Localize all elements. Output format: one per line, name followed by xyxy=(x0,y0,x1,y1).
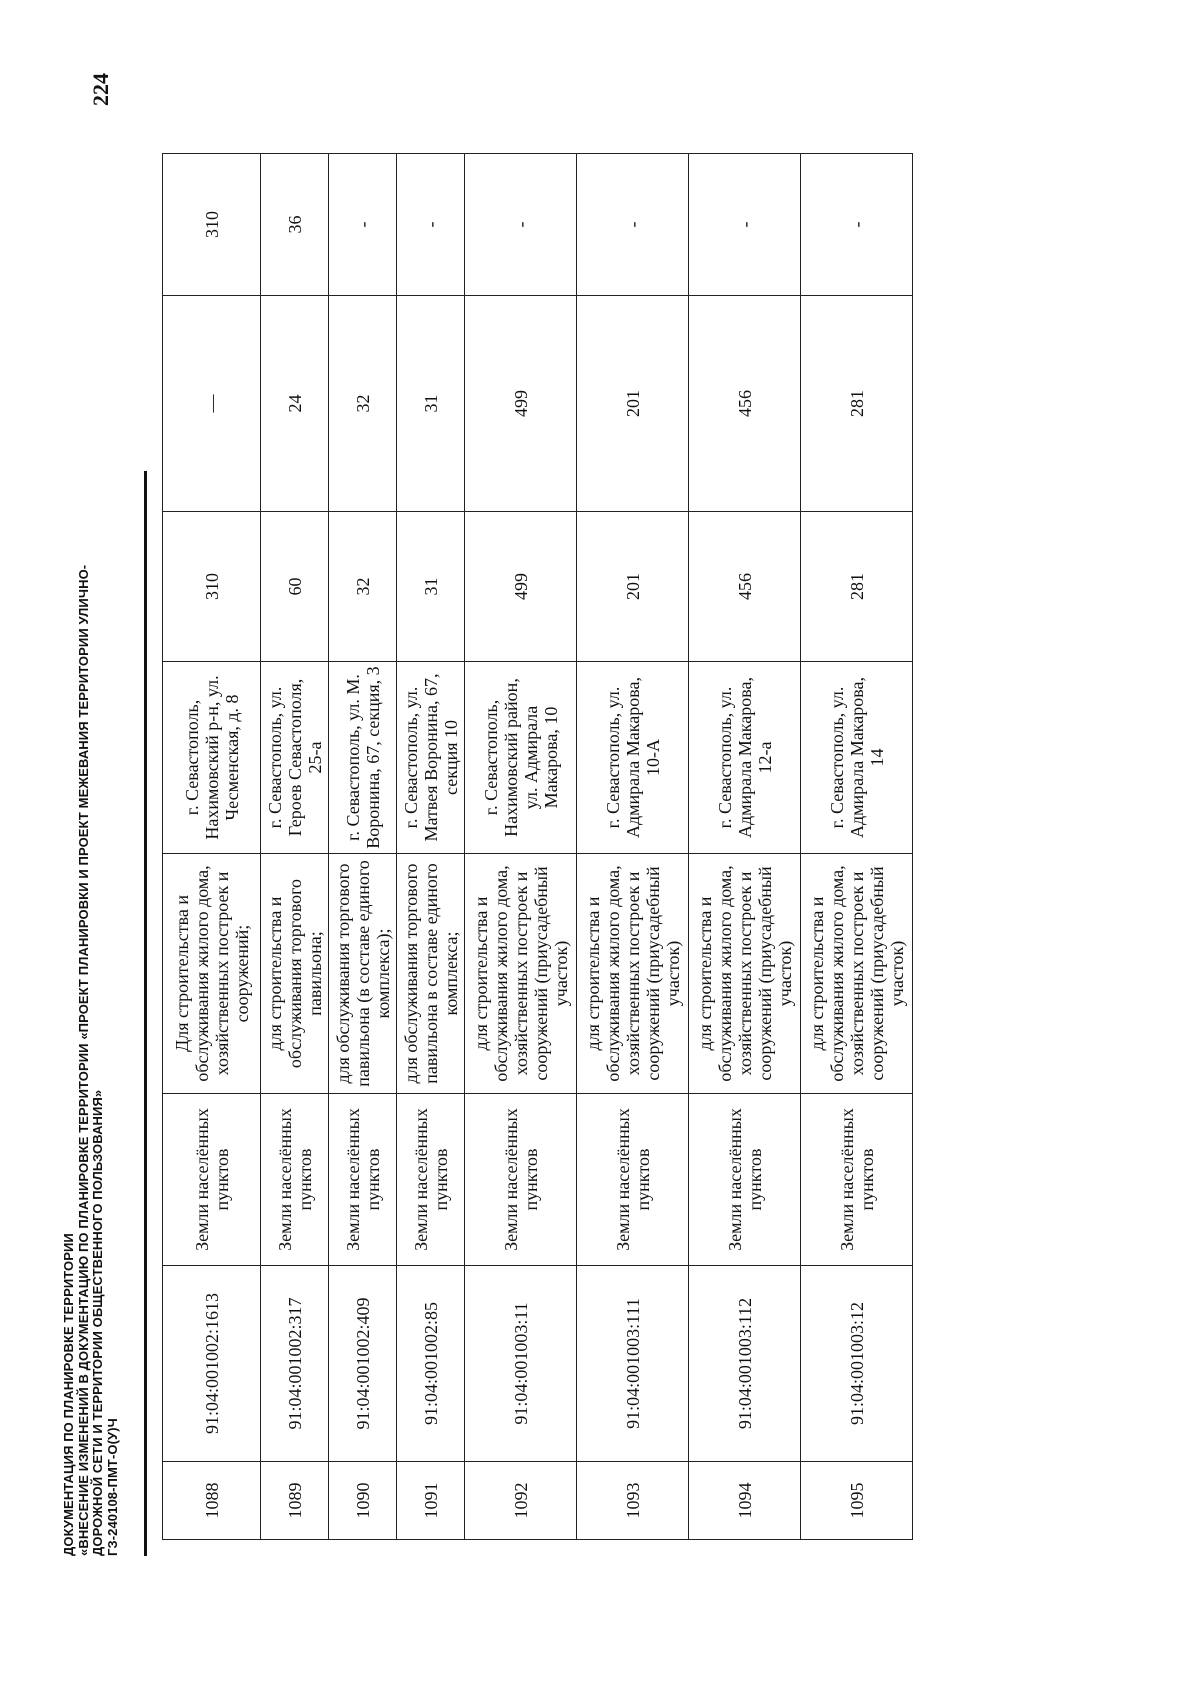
cell-area2: 31 xyxy=(397,296,465,512)
cell-area3: - xyxy=(689,154,801,296)
cell-area3: 36 xyxy=(261,154,329,296)
cell-cadastral: 91:04:001002:1613 xyxy=(163,1266,261,1462)
cell-area3: - xyxy=(577,154,689,296)
cell-cadastral: 91:04:001002:317 xyxy=(261,1266,329,1462)
cell-num: 1089 xyxy=(261,1462,329,1540)
cell-num: 1091 xyxy=(397,1462,465,1540)
cell-address: г. Севастополь, ул. М. Воронина, 67, секция, 3 xyxy=(329,662,397,854)
cell-land-category: Земли населённых пунктов xyxy=(689,1094,801,1266)
cell-address: г. Севастополь, ул. Матвея Воронина, 67, секция 10 xyxy=(397,662,465,854)
table-row xyxy=(465,154,577,1540)
cell-area2: 201 xyxy=(577,296,689,512)
cell-cadastral: 91:04:001003:112 xyxy=(689,1266,801,1462)
cell-cadastral: 91:04:001003:12 xyxy=(801,1266,913,1462)
cell-address: г. Севастополь, ул. Героев Севастополя, 25-а xyxy=(261,662,329,854)
header-divider xyxy=(144,471,147,1556)
cell-use: Для строительства и обслуживания жилого дома, хозяйственных построек и сооружений; xyxy=(163,854,261,1094)
cell-area1: 310 xyxy=(163,512,261,662)
cell-area1: 281 xyxy=(801,512,913,662)
cell-area3: - xyxy=(801,154,913,296)
cell-area2: 32 xyxy=(329,296,397,512)
cell-area1: 32 xyxy=(329,512,397,662)
table-row xyxy=(261,154,329,1540)
cell-use: для строительства и обслуживания жилого дома, хозяйственных построек и сооружений (приусадебный участок) xyxy=(689,854,801,1094)
cell-use: для строительства и обслуживания жилого дома, хозяйственных построек и сооружений (приусадебный участок) xyxy=(577,854,689,1094)
cell-use: для строительства и обслуживания жилого дома, хозяйственных построек и сооружений (приусадебный участок) xyxy=(801,854,913,1094)
cell-use: для обслуживания торгового павильона (в составе единого комплекса); xyxy=(329,854,397,1094)
cell-cadastral: 91:04:001003:111 xyxy=(577,1266,689,1462)
cell-area1: 499 xyxy=(465,512,577,662)
cell-area2: 499 xyxy=(465,296,577,512)
header-line: ГЗ-240108-ПМТ-О(У)Ч xyxy=(104,1418,120,1556)
page-number: 224 xyxy=(88,73,113,106)
cell-address: г. Севастополь, Нахимовский район, ул. Адмирала Макарова, 10 xyxy=(465,662,577,854)
cell-area1: 60 xyxy=(261,512,329,662)
cell-land-category: Земли населённых пунктов xyxy=(329,1094,397,1266)
cell-area1: 201 xyxy=(577,512,689,662)
cell-land-category: Земли населённых пунктов xyxy=(397,1094,465,1266)
parcels-table xyxy=(162,153,913,1540)
cell-address: г. Севастополь, ул. Адмирала Макарова, 14 xyxy=(801,662,913,854)
cell-address: г. Севастополь, Нахимовский р-н, ул. Чесменская, д. 8 xyxy=(163,662,261,854)
table-row xyxy=(329,154,397,1540)
cell-area1: 31 xyxy=(397,512,465,662)
cell-num: 1092 xyxy=(465,1462,577,1540)
document-header xyxy=(62,456,120,1556)
cell-address: г. Севастополь, ул. Адмирала Макарова, 10-А xyxy=(577,662,689,854)
cell-area3: - xyxy=(329,154,397,296)
cell-num: 1095 xyxy=(801,1462,913,1540)
cell-cadastral: 91:04:001002:409 xyxy=(329,1266,397,1462)
cell-num: 1088 xyxy=(163,1462,261,1540)
cell-area3: - xyxy=(465,154,577,296)
cell-area3: 310 xyxy=(163,154,261,296)
table-row xyxy=(397,154,465,1540)
cell-num: 1093 xyxy=(577,1462,689,1540)
cell-land-category: Земли населённых пунктов xyxy=(577,1094,689,1266)
cell-land-category: Земли населённых пунктов xyxy=(801,1094,913,1266)
table-row xyxy=(801,154,913,1540)
cell-area2: 456 xyxy=(689,296,801,512)
cell-land-category: Земли населённых пунктов xyxy=(465,1094,577,1266)
cell-area2: 24 xyxy=(261,296,329,512)
cell-land-category: Земли населённых пунктов xyxy=(261,1094,329,1266)
header-line: ДОКУМЕНТАЦИЯ ПО ПЛАНИРОВКЕ ТЕРРИТОРИИ xyxy=(61,1233,76,1556)
cell-area2: — xyxy=(163,296,261,512)
cell-cadastral: 91:04:001002:85 xyxy=(397,1266,465,1462)
cell-area2: 281 xyxy=(801,296,913,512)
cell-area1: 456 xyxy=(689,512,801,662)
cell-land-category: Земли населённых пунктов xyxy=(163,1094,261,1266)
cell-use: для обслуживания торгового павильона в составе единого комплекса; xyxy=(397,854,465,1094)
cell-area3: - xyxy=(397,154,465,296)
cell-address: г. Севастополь, ул. Адмирала Макарова, 12-а xyxy=(689,662,801,854)
cell-cadastral: 91:04:001003:11 xyxy=(465,1266,577,1462)
table-row xyxy=(577,154,689,1540)
header-line: ДОРОЖНОЙ СЕТИ И ТЕРРИТОРИИ ОБЩЕСТВЕННОГО ПОЛЬЗОВАНИЯ» xyxy=(90,1089,105,1556)
cell-use: для строительства и обслуживания торгового павильона; xyxy=(261,854,329,1094)
header-line: «ВНЕСЕНИЕ ИЗМЕНЕНИЙ В ДОКУМЕНТАЦИЮ ПО ПЛАНИРОВКЕ ТЕРРИТОРИИ «ПРОЕКТ ПЛАНИРОВКИ И ПРОЕКТ МЕЖЕВАНИЯ ТЕРРИТОРИИ УЛИЧНО- xyxy=(75,564,91,1556)
table-row xyxy=(689,154,801,1540)
cell-use: для строительства и обслуживания жилого дома, хозяйственных построек и сооружений (приусадебный участок) xyxy=(465,854,577,1094)
cell-num: 1090 xyxy=(329,1462,397,1540)
cell-num: 1094 xyxy=(689,1462,801,1540)
table-row xyxy=(163,154,261,1540)
